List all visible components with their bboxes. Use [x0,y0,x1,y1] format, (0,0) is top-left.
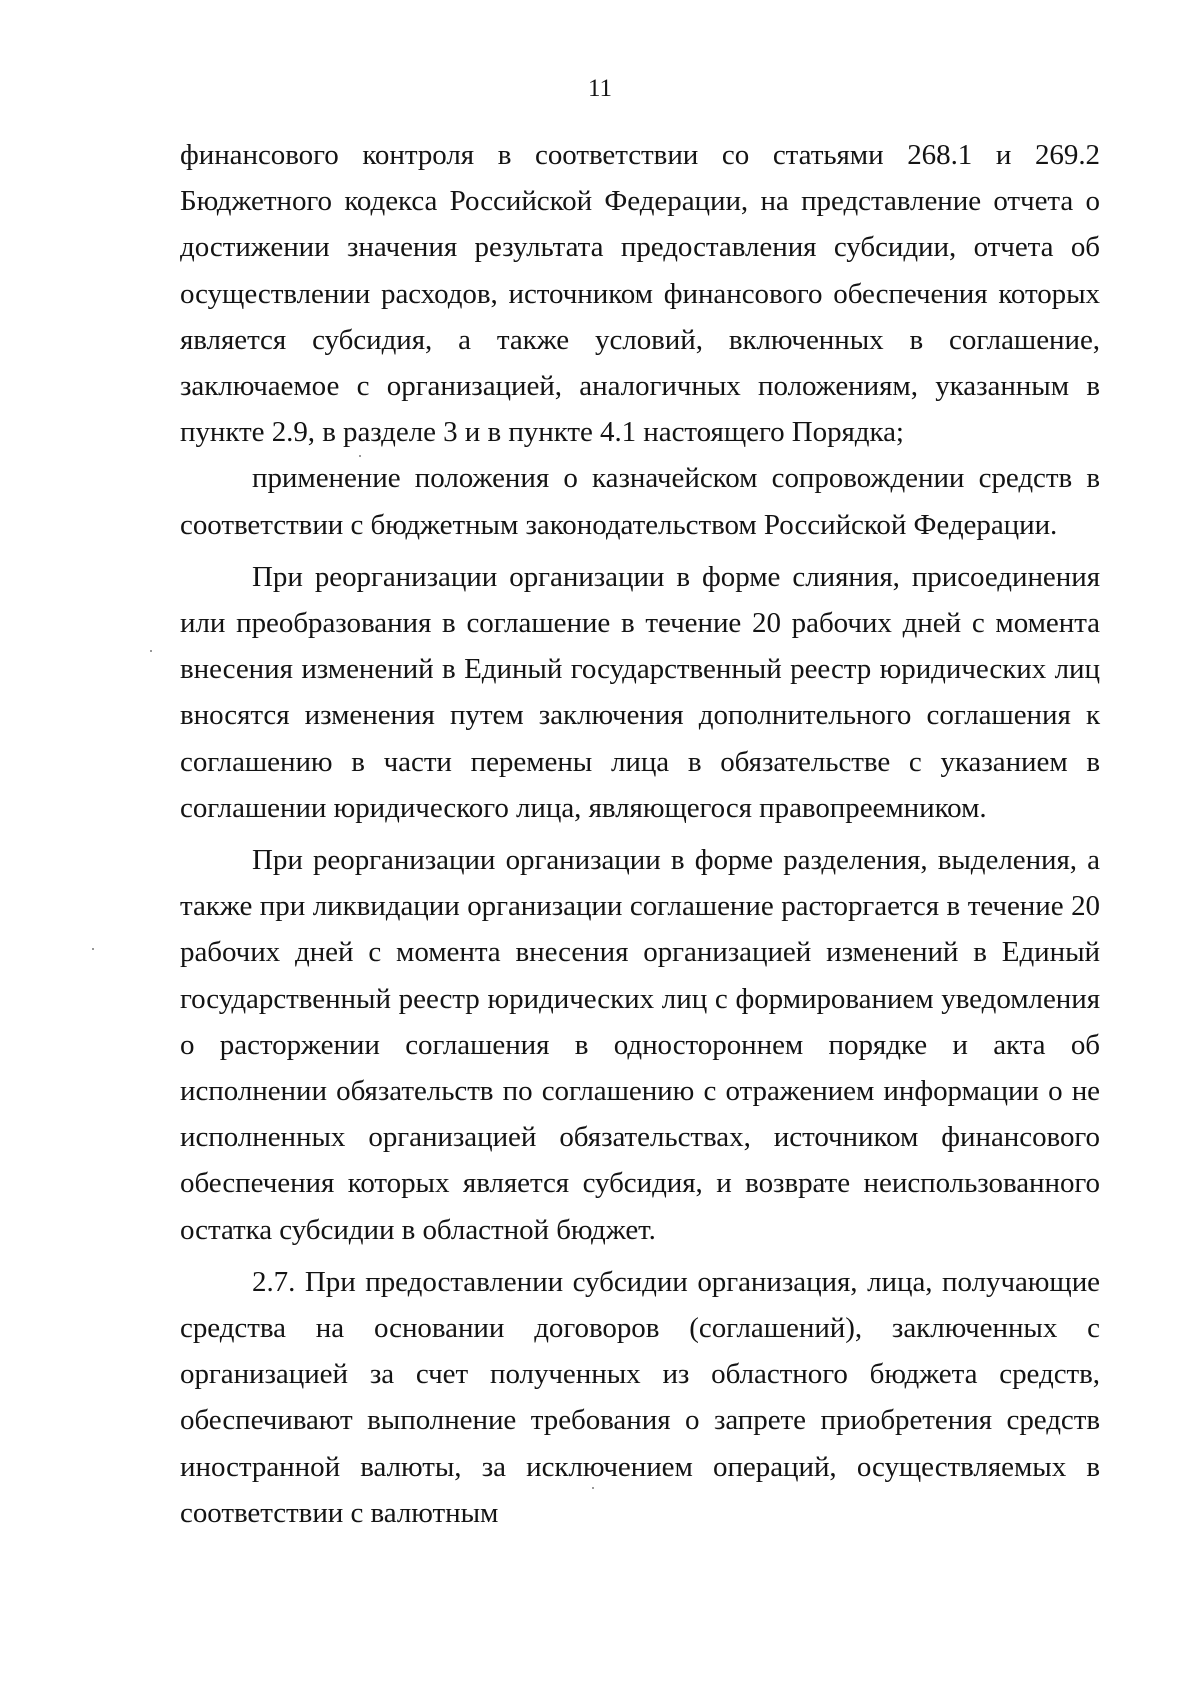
paragraph-reorganization-merger: При реорганизации организации в форме слияния, присоединения или преобразования в соглашение в течение 20 рабочих дней с момента внесения изменений в Единый государственный реестр юридических лиц вносятся изменения путем заключения дополнительного соглашения к соглашению в части перемены лица в обязательстве с указанием в соглашении юридического лица, являющегося правопреемником. [180,560,1100,824]
scan-speck [359,455,361,457]
paragraph-reorganization-division: При реорганизации организации в форме разделения, выделения, а также при ликвидации организации соглашение расторгается в течение 20 рабочих дней с момента внесения организацией изменений в Единый государственный реестр юридических лиц с формированием уведомления о расторжении соглашения в одностороннем порядке и акта об исполнении обязательств по соглашению с отражением информации о не исполненных организацией обязательствах, источником финансового обеспечения которых является субсидия, и возврате неиспользованного остатка субсидии в областной бюджет. [180,844,1100,1246]
page-number: 11 [587,75,613,102]
paragraph-continuation: финансового контроля в соответствии со статьями 268.1 и 269.2 Бюджетного кодекса Российской Федерации, на представление отчета о достижении значения результата предоставления субсидии, отчета об осуществлении расходов, источником финансового обеспечения которых является субсидия, а также условий, включенных в соглашение, заключаемое с организацией, аналогичных положениям, указанным в пункте 2.9, в разделе 3 и в пункте 4.1 настоящего Порядка; [180,139,1100,449]
scan-speck [592,1487,594,1489]
paragraph-treasury-support: применение положения о казначейском сопровождении средств в соответствии с бюджетным законодательством Российской Федерации. [180,462,1100,541]
scan-speck [150,650,152,652]
document-body [180,132,1100,1536]
scan-speck [92,948,94,950]
paragraph-section-2-7: 2.7. При предоставлении субсидии организация, лица, получающие средства на основании договоров (соглашений), заключенных с организацией за счет полученных из областного бюджета средств, обеспечивают выполнение требования о запрете приобретения средств иностранной валюты, за исключением операций, осуществляемых в соответствии с валютным [180,1265,1100,1529]
